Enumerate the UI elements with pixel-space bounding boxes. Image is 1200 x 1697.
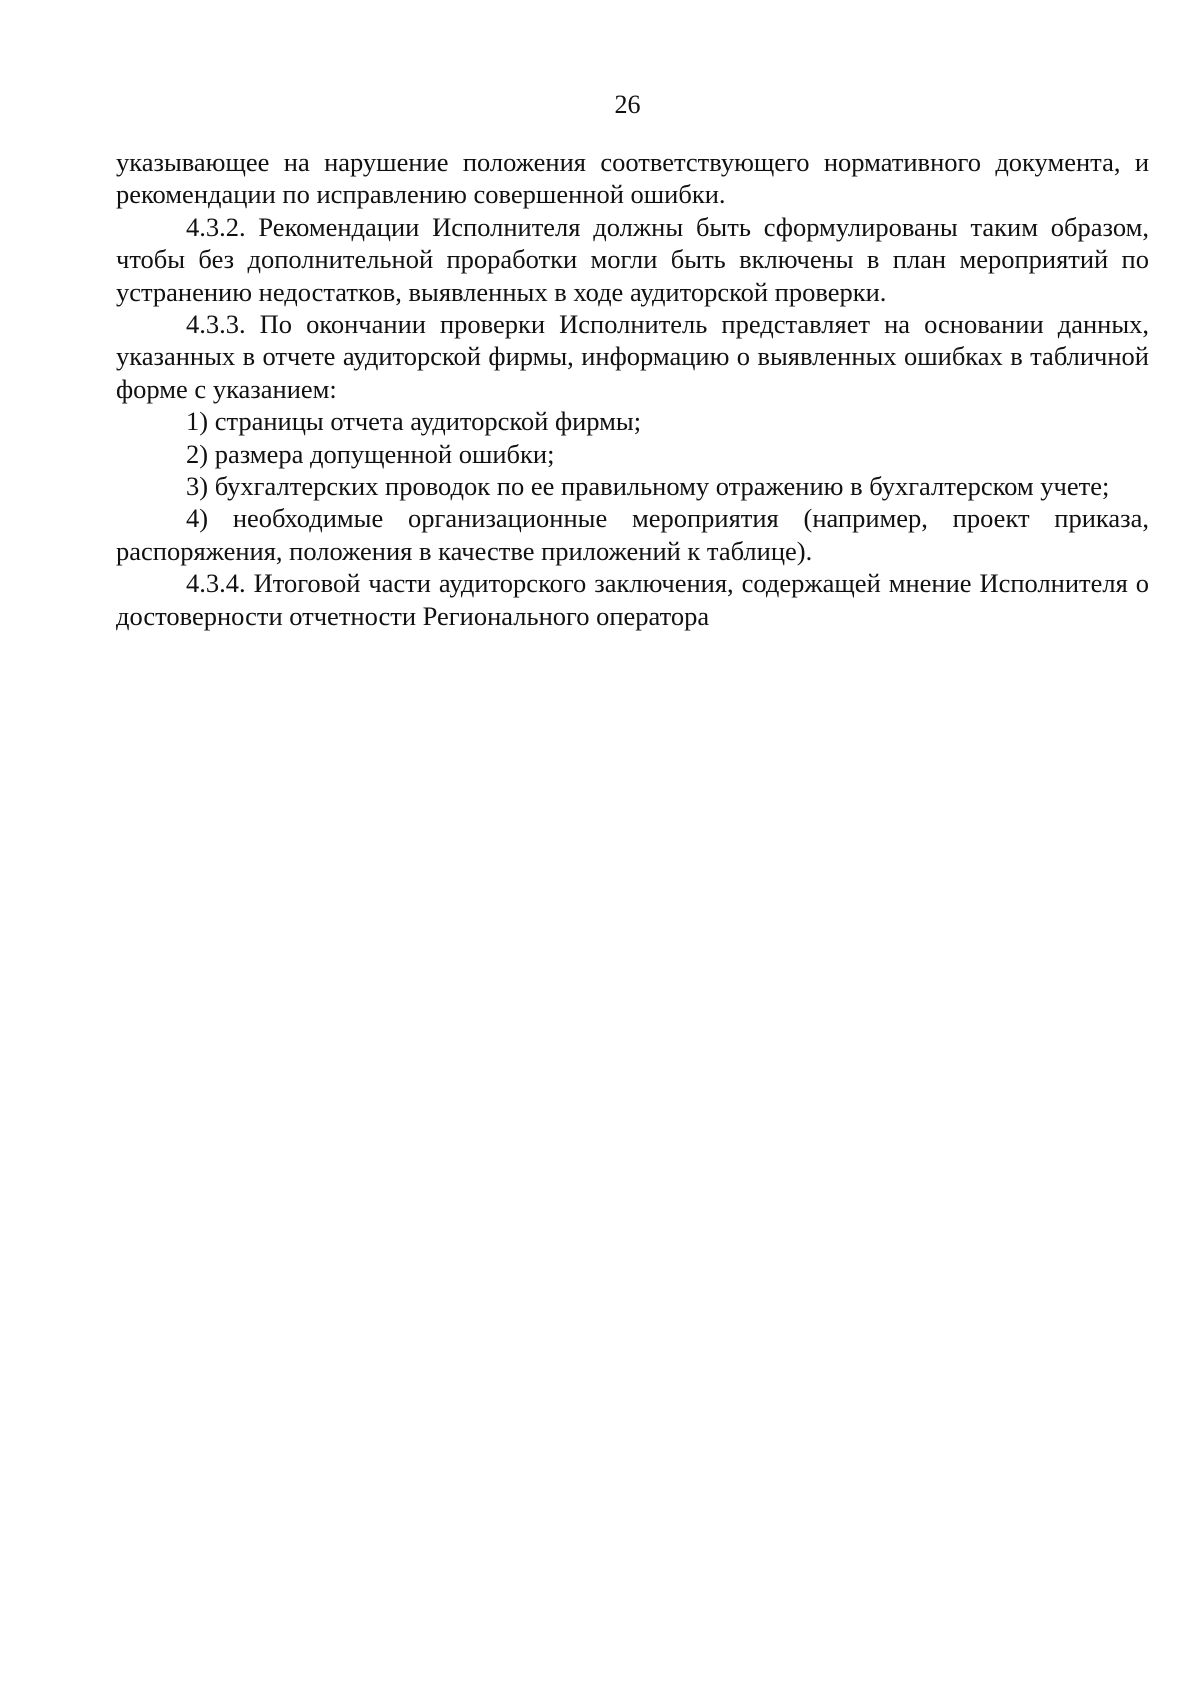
paragraph-4-3-2: 4.3.2. Рекомендации Исполнителя должны быть сформулированы таким образом, чтобы без дополнительной проработки могли быть включены в план мероприятий по устранению недостатков, выявленных в ходе аудиторской проверки. [116, 211, 1149, 307]
paragraph-4-3-4: 4.3.4. Итоговой части аудиторского заключения, содержащей мнение Исполнителя о достоверности отчетности Регионального оператора [116, 568, 1149, 631]
page-number: 26 [614, 90, 641, 119]
document-body [116, 146, 1149, 632]
list-item-4: 4) необходимые организационные мероприятия (например, проект приказа, распоряжения, положения в качестве приложений к таблице). [116, 503, 1149, 566]
paragraph-4-3-3: 4.3.3. По окончании проверки Исполнитель представляет на основании данных, указанных в отчете аудиторской фирмы, информацию о выявленных ошибках в табличной форме с указанием: [116, 309, 1149, 404]
list-item-3: 3) бухгалтерских проводок по ее правильному отражению в бухгалтерском учете; [186, 471, 1110, 502]
list-item-2: 2) размера допущенной ошибки; [186, 438, 555, 469]
paragraph-continuation: указывающее на нарушение положения соответствующего нормативного документа, и рекомендации по исправлению совершенной ошибки. [116, 147, 1149, 210]
list-item-1: 1) страницы отчета аудиторской фирмы; [186, 406, 642, 437]
